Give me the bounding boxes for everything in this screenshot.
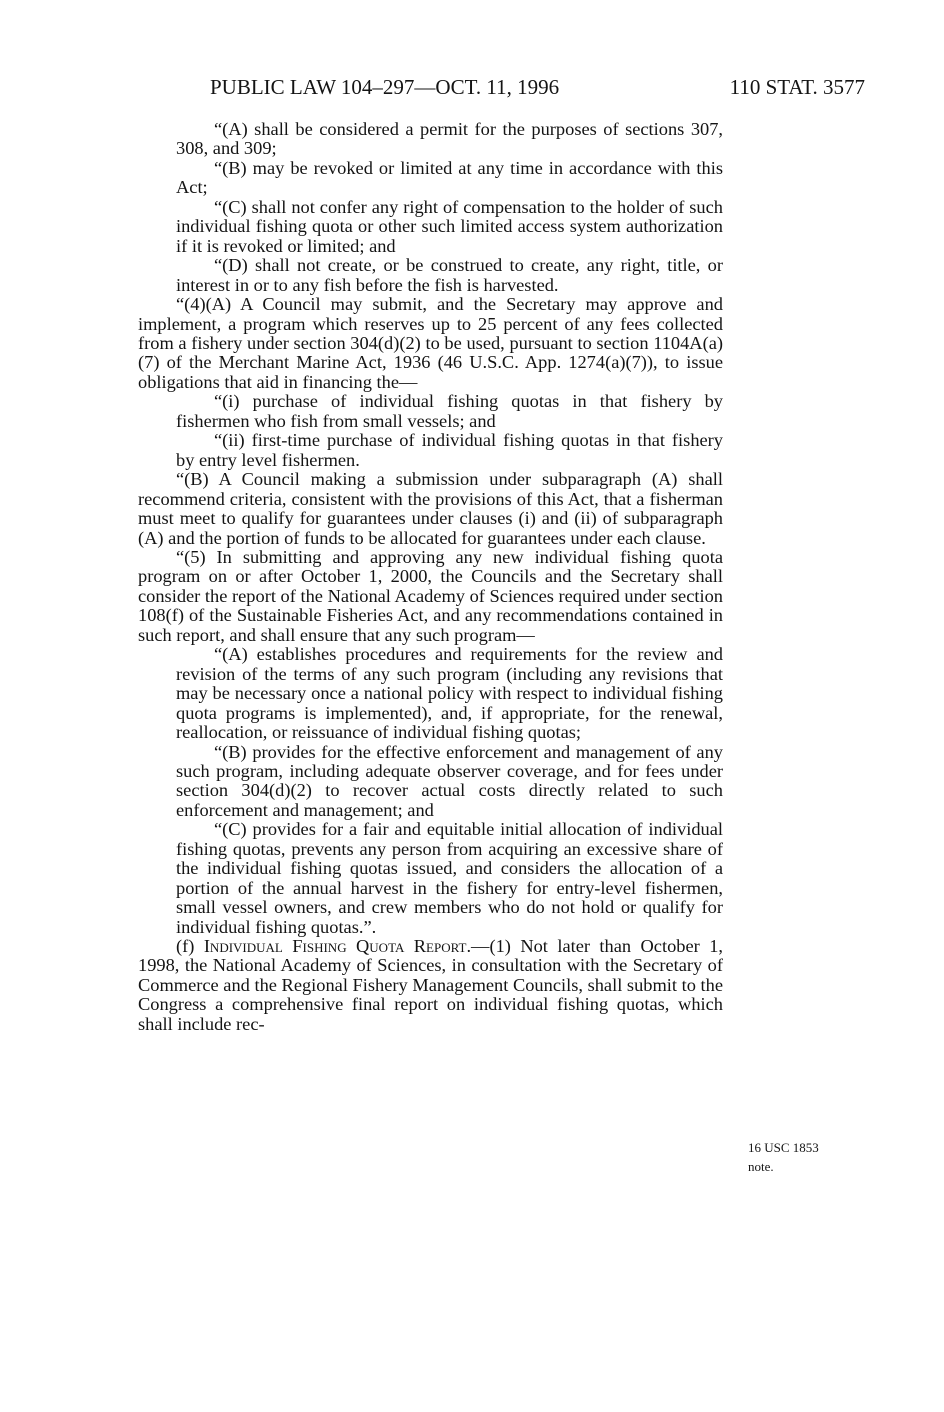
subsection-f	[138, 937, 723, 1034]
margin-note-usc: 16 USC 1853	[748, 1140, 819, 1155]
subsection-f-prefix: (f)	[176, 936, 204, 957]
paragraph-4a: “(4)(A) A Council may submit, and the Secretary may approve and implement, a program which reserves up to 25 percent of any fees collected from a fishery under section 304(d)(2) to be used, pursuant to section 1104A(a)(7) of the Merchant Marine Act, 1936 (46 U.S.C. App. 1274(a)(7)), to issue obligations that aid in financing the—	[138, 294, 723, 392]
clause-5a-procedures: “(A) establishes procedures and requirements for the review and revision of the terms of any such program (including any revisions that may be necessary once a national policy with respect to individual fishing quota programs is implemented), and, if appropriate, for the renewal, reallocation, or reissuance of individual fishing quotas;	[176, 644, 723, 743]
header-stat-citation: 110 STAT. 3577	[729, 75, 865, 99]
clause-ii-first-time: “(ii) first-time purchase of individual fishing quotas in that fishery by entry level fishermen.	[176, 430, 723, 470]
clause-5b-enforcement: “(B) provides for the effective enforcement and management of any such program, including adequate observer coverage, and for fees under section 304(d)(2) to recover actual costs directly related to such enforcement and management; and	[176, 741, 723, 820]
clause-d-title: “(D) shall not create, or be construed to create, any right, title, or interest in or to any fish before the fish is harvested.	[176, 255, 723, 295]
clause-a-permit: “(A) shall be considered a permit for the purposes of sections 307, 308, and 309;	[176, 119, 723, 159]
margin-note	[748, 1138, 843, 1176]
subsection-f-text: .—(1) Not later than October 1, 1998, the National Academy of Sciences, in consultation with the Secretary of Commerce and the Regional Fishery Management Councils, shall submit to the Congress a comprehensive final report on individual fishing quotas, which shall include rec-	[138, 936, 723, 1034]
paragraph-4b: “(B) A Council making a submission under subparagraph (A) shall recommend criteria, consistent with the provisions of this Act, that a fisherman must meet to qualify for guarantees under clauses (i) and (ii) of subparagraph (A) and the portion of funds to be allocated for guarantees under each clause.	[138, 469, 723, 548]
paragraph-5: “(5) In submitting and approving any new individual fishing quota program on or after October 1, 2000, the Councils and the Secretary shall consider the report of the National Academy of Sciences required under section 108(f) of the Sustainable Fisheries Act, and any recommendations contained in such report, and shall ensure that any such program—	[138, 546, 723, 645]
margin-note-note: note.	[748, 1159, 774, 1174]
clause-5c-allocation: “(C) provides for a fair and equitable initial allocation of individual fishing quotas, prevents any person from acquiring an excessive share of the individual fishing quotas issued, and considers the allocation of a portion of the annual harvest in the fishery for entry-level fishermen, small vessel owners, and crew members who do not hold or qualify for individual fishing quotas.”.	[176, 819, 723, 937]
subsection-f-heading: Individual Fishing Quota Report	[203, 936, 467, 957]
clause-b-revoked: “(B) may be revoked or limited at any time in accordance with this Act;	[176, 157, 723, 198]
statute-text	[138, 120, 723, 1034]
clause-i-purchase: “(i) purchase of individual fishing quotas in that fishery by fishermen who fish from small vessels; and	[176, 391, 723, 431]
header-title: PUBLIC LAW 104–297—OCT. 11, 1996	[210, 75, 560, 99]
clause-c-compensation: “(C) shall not confer any right of compensation to the holder of such individual fishing quota or other such limited access system authorization if it is revoked or limited; and	[176, 196, 723, 256]
running-header	[210, 74, 865, 100]
